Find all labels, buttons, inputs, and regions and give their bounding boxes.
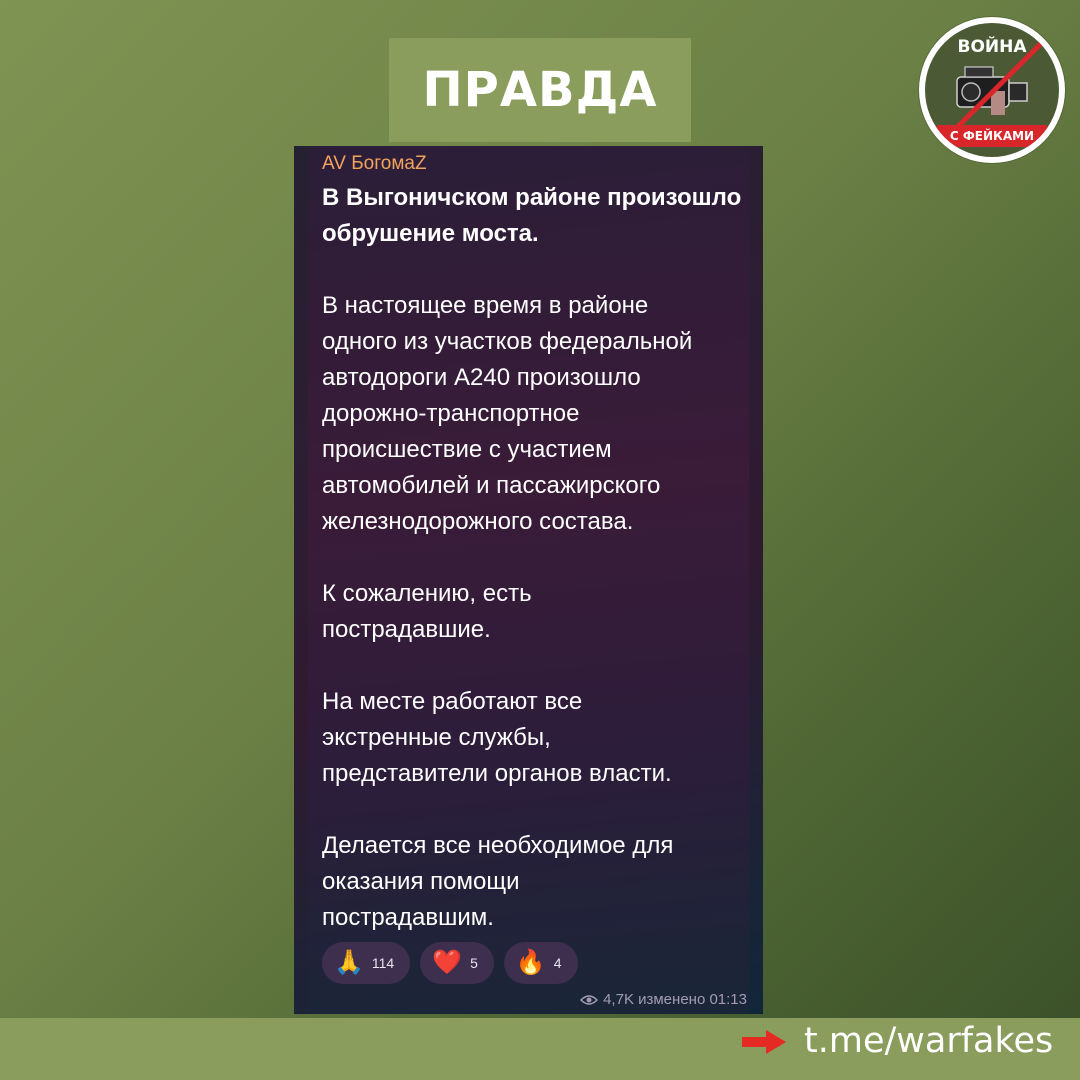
reaction-heart[interactable] [420, 942, 494, 984]
fire-icon: 🔥 [515, 949, 546, 976]
reaction-fire[interactable] [504, 942, 578, 984]
reaction-pray[interactable] [322, 942, 410, 984]
channel-name[interactable]: AV БогомаZ [322, 153, 427, 174]
heart-icon: ❤️ [432, 949, 463, 976]
post-title: В Выгоничском районе произошло обрушение моста. [322, 184, 742, 247]
truth-badge [389, 38, 691, 142]
channel-link[interactable]: t.me/warfakes [804, 1021, 1054, 1061]
post-meta [580, 991, 747, 1008]
telegram-post-screenshot [294, 146, 763, 1014]
reaction-count: 4 [553, 955, 562, 971]
reaction-count: 5 [470, 955, 478, 971]
post-paragraph: Делается все необходимое для оказания помощи пострадавшим. [322, 832, 674, 931]
reaction-count: 114 [371, 955, 395, 971]
eye-icon [580, 994, 598, 1006]
post-paragraph: К сожалению, есть пострадавшие. [322, 580, 532, 643]
reactions-bar [322, 942, 578, 984]
logo-title: ВОЙНА [957, 37, 1027, 57]
post-paragraph: На месте работают все экстренные службы, представители органов власти. [322, 688, 672, 787]
post-paragraph: В настоящее время в районе одного из участков федеральной автодороги А240 произошло дорожно-транспортное происшествие с участием автомобилей и пассажирского железнодорожного состава. [322, 292, 693, 535]
truth-badge-label: ПРАВДА [422, 62, 658, 118]
logo-inner [925, 23, 1059, 157]
arrow-right-icon [742, 1028, 786, 1056]
pray-icon: 🙏 [334, 949, 364, 976]
logo-subtitle: С ФЕЙКАМИ [937, 125, 1047, 147]
views-and-edit-time: 4,7K изменено 01:13 [603, 991, 747, 1008]
war-with-fakes-logo[interactable] [919, 17, 1065, 163]
